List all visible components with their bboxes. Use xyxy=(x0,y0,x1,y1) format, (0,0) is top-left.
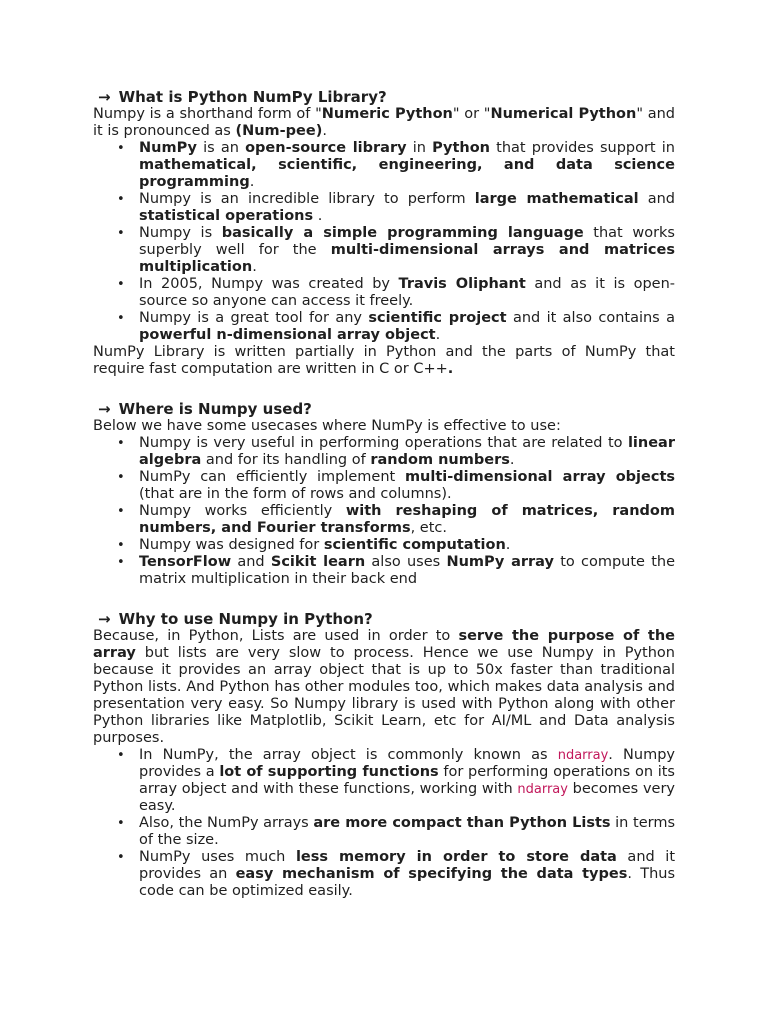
text-run: In 2005, Numpy was created by xyxy=(139,276,399,292)
section-why-use xyxy=(93,611,675,900)
text-run: . xyxy=(322,123,327,139)
text-run: and xyxy=(638,191,676,207)
text-run: " and it is pronounced as xyxy=(93,106,675,139)
section-intro xyxy=(93,106,675,140)
list-item xyxy=(139,469,675,503)
list-item xyxy=(139,849,675,900)
bold-text: Numerical Python xyxy=(490,106,637,122)
text-run: NumPy uses much xyxy=(139,849,296,865)
list-item xyxy=(139,140,675,191)
text-run: . xyxy=(435,327,441,343)
text-run: . Thus code can be optimized easily. xyxy=(139,866,676,899)
bold-text: Numeric Python xyxy=(321,106,453,122)
text-run: NumPy Library is written partially in Python and the parts of NumPy that require fast computation are written in C or C++ xyxy=(93,344,675,377)
text-run: that provides support in xyxy=(490,140,675,156)
bold-text: Scikit learn xyxy=(270,554,366,570)
text-run: to compute the matrix multiplication in their back end xyxy=(139,554,676,587)
text-run: Because, in Python, Lists are used in order to xyxy=(93,628,459,644)
section-heading: → What is Python NumPy Library? xyxy=(98,88,387,106)
document-content xyxy=(93,89,675,900)
text-run: Numpy works efficiently xyxy=(139,503,346,519)
text-run: that works superbly well for the xyxy=(139,225,675,258)
list-item xyxy=(139,503,675,537)
text-run: in xyxy=(406,140,433,156)
text-run: " or " xyxy=(452,106,491,122)
bold-text: random numbers xyxy=(370,452,510,468)
text-run: Also, the NumPy arrays xyxy=(139,815,314,831)
text-run: . xyxy=(509,452,515,468)
bold-text: less memory in order to store data xyxy=(295,849,617,865)
text-run: and xyxy=(231,554,271,570)
bold-text: scientific computation xyxy=(323,537,506,553)
spacer xyxy=(93,588,675,611)
inline-code: ndarray xyxy=(517,782,568,797)
bold-text: basically a simple programming language xyxy=(221,225,584,241)
list-item xyxy=(139,435,675,469)
text-run: In NumPy, the array object is commonly known as xyxy=(139,747,558,763)
text-run: and it provides an xyxy=(139,849,676,882)
section-heading: → Why to use Numpy in Python? xyxy=(98,610,373,628)
bold-text: . xyxy=(447,361,454,377)
bold-text: multi-dimensional arrays and matrices multiplication xyxy=(139,242,675,275)
text-run: but lists are very slow to process. Hence we use Numpy in Python because it provides an array object that is up to 50x faster than traditional Python lists. And Python has other modules too, which makes data analysis and presentation very easy. So Numpy library is used with Python along with other Python libraries like Matplotlib, Scikit Learn, etc for AI/ML and Data analysis purposes. xyxy=(93,645,675,746)
bold-text: (Num-pee) xyxy=(235,123,323,139)
bold-text: serve the purpose of the array xyxy=(93,628,675,661)
list-item xyxy=(139,815,675,849)
text-run: and as it is open-source so anyone can access it freely. xyxy=(139,276,675,309)
text-run: Numpy is a shorthand form of " xyxy=(93,106,322,122)
text-run: Numpy was designed for xyxy=(139,537,324,553)
text-run: NumPy can efficiently implement xyxy=(139,469,405,485)
text-run: Numpy is an incredible library to perform xyxy=(139,191,475,207)
inline-code: ndarray xyxy=(557,748,609,763)
section-where-used xyxy=(93,401,675,588)
bold-text: TensorFlow xyxy=(139,554,232,570)
bold-text: easy mechanism of specifying the data types xyxy=(235,866,628,882)
text-run: and it also contains a xyxy=(506,310,675,326)
list-item xyxy=(139,554,675,588)
bold-text: NumPy array xyxy=(446,554,554,570)
text-run: . Numpy provides a xyxy=(139,747,675,780)
text-run: becomes very easy. xyxy=(139,781,675,814)
text-run: Numpy is a great tool for any xyxy=(139,310,369,326)
list-item xyxy=(139,276,675,310)
arrow-icon: → xyxy=(98,88,111,106)
list-item xyxy=(139,537,675,554)
list-item xyxy=(139,191,675,225)
text-run: . xyxy=(249,174,255,190)
bold-text: multi-dimensional array objects xyxy=(404,469,676,485)
bold-text: large mathematical xyxy=(474,191,639,207)
section-what-is-numpy xyxy=(93,89,675,378)
bold-text: linear algebra xyxy=(139,435,675,468)
bold-text: NumPy xyxy=(139,140,197,156)
bold-text: powerful n-dimensional array object xyxy=(139,327,436,343)
bullet-list xyxy=(93,435,675,588)
text-run: is an xyxy=(196,140,246,156)
bold-text: scientific project xyxy=(368,310,507,326)
bullet-list xyxy=(93,140,675,344)
text-run: and for its handling of xyxy=(201,452,371,468)
bold-text: open-source library xyxy=(245,140,407,156)
section-intro xyxy=(93,418,675,435)
text-run: . xyxy=(313,208,323,224)
list-item xyxy=(139,310,675,344)
list-item xyxy=(139,747,675,815)
arrow-icon: → xyxy=(98,610,111,628)
bold-text: lot of supporting functions xyxy=(219,764,439,780)
text-run: Numpy is xyxy=(139,225,222,241)
arrow-icon: → xyxy=(98,400,111,418)
text-run: also uses xyxy=(365,554,447,570)
bold-text: with reshaping of matrices, random numbers, and Fourier transforms xyxy=(139,503,675,536)
text-run: . xyxy=(505,537,511,553)
bold-text: are more compact than Python Lists xyxy=(313,815,611,831)
text-run: . xyxy=(252,259,257,275)
text-run: Numpy is very useful in performing operations that are related to xyxy=(139,435,628,451)
bold-text: Python xyxy=(432,140,490,156)
bullet-list xyxy=(93,747,675,900)
text-run: Below we have some usecases where NumPy is effective to use: xyxy=(93,418,561,434)
text-run: (that are in the form of rows and columns). xyxy=(139,486,452,502)
section-intro xyxy=(93,628,675,747)
text-run: in terms of the size. xyxy=(139,815,675,848)
section-heading: → Where is Numpy used? xyxy=(98,400,312,418)
list-item xyxy=(139,225,675,276)
section-outro xyxy=(93,344,675,378)
text-run: , etc. xyxy=(410,520,447,536)
bold-text: mathematical, scientific, engineering, and data science programming xyxy=(139,157,675,190)
bold-text: statistical operations xyxy=(139,208,314,224)
spacer xyxy=(93,378,675,401)
bold-text: Travis Oliphant xyxy=(398,276,526,292)
text-run: for performing operations on its array object and with these functions, working with xyxy=(139,764,675,797)
